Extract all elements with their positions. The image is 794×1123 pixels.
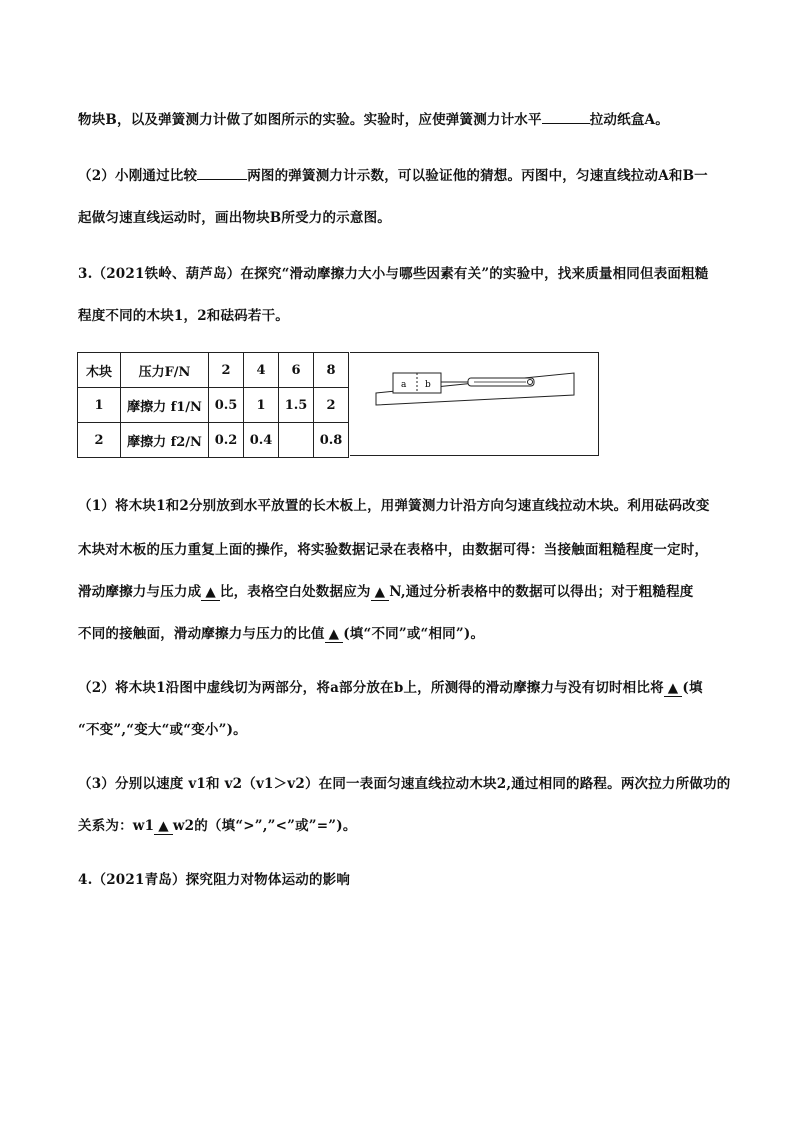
table-cell: 0.8 [314, 423, 349, 458]
text-segment: N,通过分析表格中的数据可以得出；对于粗糙程度 [389, 584, 694, 600]
text-line: “不变”,“变大“或“变小”)。 [78, 722, 247, 738]
answer-triangle: ▲ [664, 680, 683, 697]
table-cell: 0.4 [244, 423, 279, 458]
block-b-label: b [425, 380, 431, 390]
answer-triangle: ▲ [201, 584, 220, 601]
answer-triangle: ▲ [371, 584, 390, 601]
question-3-stem: 3.（2021铁岭、葫芦岛）在探究“滑动摩擦力大小与哪些因素有关”的实验中，找来质量相同但表面粗糙 [78, 266, 709, 282]
table-cell: 6 [279, 353, 314, 388]
data-table [77, 352, 349, 458]
text-line: （1）将木块1和2分别放到水平放置的长木板上，用弹簧测力计沿方向匀速直线拉动木块。利用砝码改变 [78, 498, 710, 514]
table-cell: 木块 [78, 353, 121, 388]
text-segment: (填 [682, 680, 703, 696]
apparatus-diagram [350, 353, 599, 457]
text-line [78, 108, 669, 128]
table-cell: 0.5 [209, 388, 244, 423]
text-line [78, 814, 357, 835]
answer-triangle: ▲ [325, 626, 344, 643]
text-line: 程度不同的木块1，2和砝码若干。 [78, 308, 289, 324]
table-row [78, 423, 349, 458]
answer-blank [197, 167, 247, 180]
text-segment: 拉动纸盒A。 [589, 112, 669, 128]
answer-blank [542, 111, 590, 124]
table-cell: 压力F/N [121, 353, 209, 388]
question-4-stem: 4.（2021青岛）探究阻力对物体运动的影响 [78, 872, 351, 888]
text-segment: （2）小刚通过比较 [78, 168, 198, 184]
block-a-label: a [401, 380, 407, 390]
table-row [78, 388, 349, 423]
text-segment: 比，表格空白处数据应为 [219, 584, 371, 600]
table-row [78, 353, 349, 388]
text-line [78, 580, 693, 601]
table-cell: 2 [209, 353, 244, 388]
text-segment: 两图的弹簧测力计示数，可以验证他的猜想。丙图中，匀速直线拉动A和B一 [247, 168, 708, 184]
text-line [78, 622, 484, 643]
table-cell: 4 [244, 353, 279, 388]
text-line: （3）分别以速度 v1和 v2（v1＞v2）在同一表面匀速直线拉动木块2,通过相同的路程。两次拉力所做功的 [78, 776, 731, 792]
text-segment: 滑动摩擦力与压力成 [78, 584, 202, 600]
table-cell: 1 [244, 388, 279, 423]
experiment-figure [350, 352, 599, 456]
text-segment: （2）将木块1沿图中虚线切为两部分，将a部分放在b上，所测得的滑动摩擦力与没有切时相比将 [78, 680, 664, 696]
text-line: 起做匀速直线运动时，画出物块B所受力的示意图。 [78, 210, 392, 226]
text-segment: 物块B，以及弹簧测力计做了如图所示的实验。实验时，应使弹簧测力计水平 [78, 112, 542, 128]
table-cell: 8 [314, 353, 349, 388]
text-line [78, 164, 708, 184]
text-line [78, 676, 703, 697]
text-segment: (填“不同”或“相同”)。 [343, 626, 485, 642]
table-cell: 摩擦力 f2/N [121, 423, 209, 458]
text-segment: w2的（填“>”,”<”或”=”)。 [172, 818, 357, 834]
text-line: 木块对木板的压力重复上面的操作，将实验数据记录在表格中，由数据可得：当接触面粗糙程度一定时， [78, 542, 709, 558]
table-cell: 1.5 [279, 388, 314, 423]
text-segment: 关系为：w1 [78, 818, 155, 834]
table-cell: 0.2 [209, 423, 244, 458]
text-segment: 不同的接触面，滑动摩擦力与压力的比值 [78, 626, 325, 642]
table-cell: 2 [314, 388, 349, 423]
table-cell-empty [279, 423, 314, 458]
table-cell: 2 [78, 423, 121, 458]
table-cell: 摩擦力 f1/N [121, 388, 209, 423]
answer-triangle: ▲ [154, 818, 173, 835]
table-cell: 1 [78, 388, 121, 423]
